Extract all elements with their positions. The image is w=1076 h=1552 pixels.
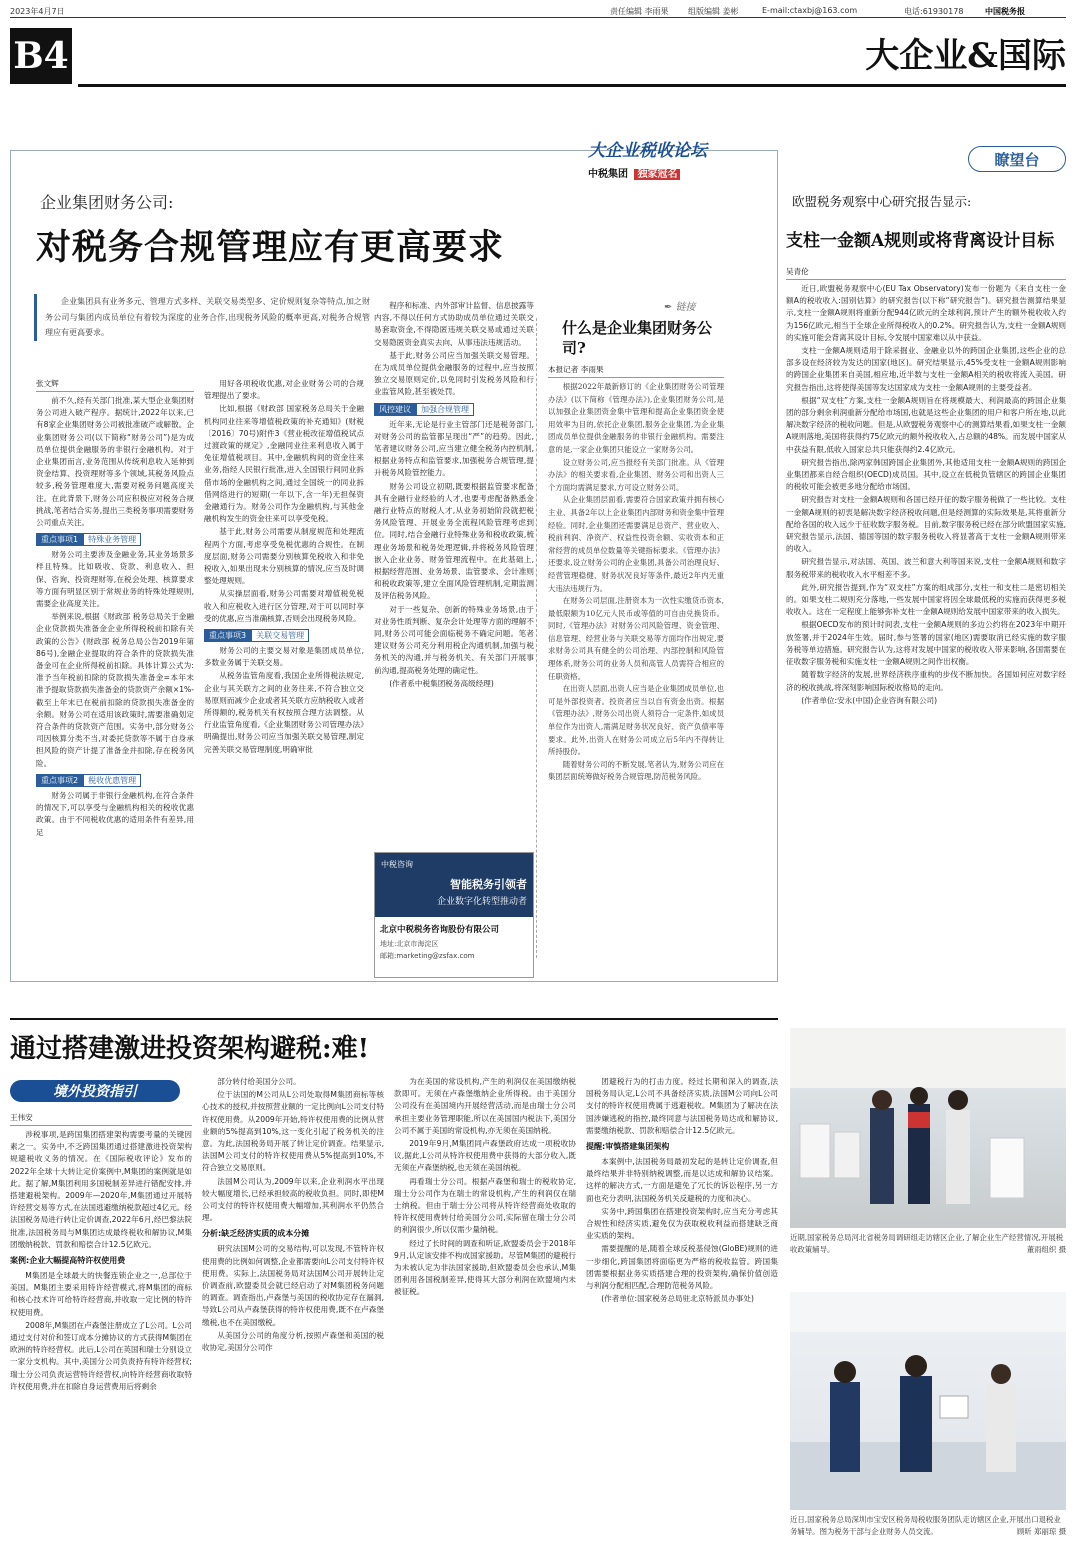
- bottom-col4b-p1: 实务中,跨国集团在搭建投资架构时,应当充分考虑其合规性和经济实质,避免仅为获取税收利益而搭建缺乏商业实质的架构。: [586, 1206, 778, 1241]
- main-col1b-p1: 举例来说,根据《财政部 税务总局关于金融企业贷款损失准备金企业所得税税前扣除有关政策的公告》(财政部 税务总局公告2019年第86号),金融企业提取的符合条件的贷款损失准备金可在企业所得税前扣除。具体计算公式为:准予当年税前扣除的贷款损失准备金=本年末准予提取贷款损失准备金的贷款资产余额×1%-截至上年末已在税前扣除的贷款损失准备金的余额。财务公司在适用该政策时,需要准确划定符合条件的贷款资产范围。实务中,部分财务公司因核算分类不当,对委托贷款等不属于自身承担风险的资产计提了准备金并扣除,存在税务风险。: [36, 612, 194, 768]
- bottom-col-2: [202, 1076, 384, 1542]
- bottom-col2-p2: 法国M公司认为,2009年以来,企业利润水平出现较大幅度增长,已经承担较高的税收负担。同时,即使M公司支付的特许权使用费大幅增加,其利润水平仍然合理。: [202, 1176, 384, 1223]
- main-col-2: [204, 378, 364, 978]
- main-col1-p0: 前不久,经有关部门批准,某大型企业集团财务公司进入破产程序。据统计,2022年以来,已有8家企业集团财务公司被批准破产或解散。企业集团财务公司(以下简称“财务公司”)是为成员单位提供金融服务的非银行金融机构。对于企业集团而言,业务范围从传统利息收入延伸到资金结算、投资理财等多个领域,其税务风险点较多,税务管理难度大,需要对税务问题高度关注。在此背景下,财务公司应积极应对税务合规挑战,笔者结合实务,提出三类税务事项需要财务公司重点关注。: [36, 396, 194, 528]
- bottom-col3-p0: 为在美国的常设机构,产生的利润仅在美国缴纳税款即可。无须在卢森堡缴纳企业所得税。由于美国分公司没有在美国境内开展经营活动,而是由瑞士分公司承担主要业务管理职能,所以在美国国内税法下,美国分公司不属于美国的常设机构,亦无须在美国纳税。: [394, 1077, 576, 1135]
- main-intro-text: 企业集团具有业务多元、管理方式多样、关联交易类型多、定价规则复杂等特点,加之财务公司与集团内成员单位有着较为深度的业务合作,出现税务风险的概率更高,对税务合规管理应有更高要求。: [45, 297, 370, 337]
- main-col3-p0: 程序和标准、内外部审计监督、信息披露等内容,不得以任何方式协助成员单位通过关联交易套取资金,不得隐匿违规关联交易或通过关联交易隐匿资金真实去向、从事违法违规活动。: [374, 301, 534, 347]
- column-divider: [536, 318, 537, 958]
- main-col2-p0: 用好各项税收优惠,对企业财务公司的合规管理提出了要求。: [204, 379, 364, 401]
- bottom-analysis: 分析:缺乏经济实质的成本分摊: [202, 1229, 310, 1239]
- photo1-credit: 董雨组织 摄: [1026, 1245, 1066, 1254]
- ad-email: 邮箱:marketing@zsfax.com: [380, 952, 475, 960]
- bottom-column: 境外投资指引: [53, 1084, 137, 1100]
- bottom-col2b-p1: 从美国分公司的角度分析,按照卢森堡和美国的税收协定,美国分公司作: [202, 1330, 384, 1353]
- bottom-col-1: [10, 1112, 192, 1542]
- key3-title: 关联交易管理: [251, 629, 309, 642]
- sidebar-p1: 设立财务公司,应当报经有关部门批准。从《管理办法》的相关要求看,企业集团、财务公司和出资人三个方面均需满足要求,方可设立财务公司。: [548, 457, 724, 492]
- main-author: 张文辉: [36, 378, 194, 392]
- ad-logo: 中税咨询: [381, 860, 413, 869]
- header-phone: 电话:61930178: [904, 7, 964, 16]
- section-title: 大企业&国际: [865, 36, 1066, 76]
- bottom-tip: 提醒:审慎搭建集团架构: [586, 1142, 670, 1152]
- advice-title: 加强合规管理: [416, 403, 474, 416]
- office-photo-illustration: [790, 1292, 1066, 1510]
- header-date: 2023年4月7日: [10, 7, 65, 16]
- pen-icon: ✒ 链接: [664, 302, 696, 313]
- forum-sponsor-name: 中税集团: [588, 169, 628, 180]
- page-header: [10, 0, 1066, 18]
- main-col2-p3: 从实操层面看,财务公司需要对增值税免税收入和应税收入进行区分管理,对于可以同时享受的优惠,应当准确核算,否则会出现税务风险。: [204, 589, 364, 623]
- photo1-caption-text: 近期,国家税务总局河北省税务局调研组走访辖区企业,了解企业生产经营情况,开展税收政策辅导。: [790, 1233, 1064, 1254]
- lookout-p7: 根据OECD发布的预计时间表,支柱一金额A规则的多边公约将在2023年中期开放签署,并于2024年生效。届时,参与签署的国家(地区)需要取消已经实施的数字服务税等单边措施。研究报告认为,这将对发展中国家的税收收入带来影响,各国需要在征收数字服务税和实施支柱一金额A规则之间作出权衡。: [786, 620, 1066, 667]
- header-email: E-mail:ctaxbj@163.com: [762, 6, 858, 15]
- sidebar-title: 什么是企业集团财务公司?: [562, 319, 713, 357]
- bottom-column-badge: [10, 1080, 180, 1102]
- ad-slogan-2: 企业数字化转型推动者: [436, 897, 527, 907]
- key2-title: 税收优惠管理: [83, 774, 141, 787]
- sidebar-p0: 根据2022年最新修订的《企业集团财务公司管理办法》(以下简称《管理办法》),企业集团财务公司,是以加强企业集团资金集中管理和提高企业集团资金使用效率为目的,依托企业集团,服务企业集团,为企业集团成员单位提供金融服务的非银行金融机构。需要注意的是,一家企业集团只能设立一家财务公司。: [548, 382, 724, 454]
- main-col1c-p0: 财务公司属于非银行金融机构,在符合条件的情况下,可以享受与金融机构相关的税收优惠政策。由于不同税收优惠的适用条件有差异,用足: [36, 790, 194, 837]
- lookout-badge: [968, 146, 1066, 172]
- bottom-col3-p3: 经过了长时间的调查和听证,欧盟委员会于2018年9月,认定该安排不构成国家援助。尽管M集团的避税行为未被认定为非法国家援助,但欧盟委员会也承认,M集团利用各国税制差异,使得其大部分利润在欧盟境内未被征税。: [394, 1238, 576, 1297]
- lookout-kicker: 欧盟税务观察中心研究报告显示:: [792, 194, 972, 209]
- bottom-author: 王伟安: [10, 1112, 192, 1126]
- header-newspaper: 中国税务报: [985, 7, 1025, 16]
- ad-company: 北京中税税务咨询股份有限公司: [380, 925, 500, 935]
- advice-label: 风控建议: [374, 403, 416, 416]
- bottom-col3-p2: 再看瑞士分公司。根据卢森堡和瑞士的税收协定,瑞士分公司作为在瑞士的常设机构,产生的利润仅在瑞士纳税。但由于瑞士分公司将从特许经营商处收取的特许权使用费转付给美国分公司,实际留在瑞士分公司的利润很少,所以仅需少量纳税。: [394, 1176, 576, 1235]
- lookout-p4: 研究报告对支柱一金额A规则和各国已经开征的数字服务税做了一些比较。支柱一金额A规则的初衷是解决数字经济税收问题,但是经测算的实际效果是,其将重新分配给各国的收入远少于征收数字服务税。目前,数字服务税已经在部分欧盟国家实施,研究报告显示,法国、德国等国的数字服务税收入将显著高于支柱一金额A规则带来的收入。: [786, 495, 1066, 554]
- bottom-col2-p1: 位于法国的M公司从L公司处取得M集团商标等核心技术的授权,并按照营业额的一定比例向L公司支付特许权使用费。从2009年开始,特许权使用费的比例从营业额的5%提高到10%,这一变化引起了税务机关的注意。为此,法国税务局开展了转让定价调查。结果显示,法国M公司支付的特许权使用费从5%提高到10%,不符合独立交易原则。: [202, 1090, 384, 1173]
- main-col3b-p0: 近年来,无论是行业主管部门还是税务部门,对财务公司的监管都呈现出“严”的趋势。因此,笔者建议财务公司,应当建立健全税务内控机制,根据业务特点和监管要求,加强税务合规管理,提升税务风险管控能力。: [374, 419, 534, 478]
- sidebar-p4: 在出资人层面,出资人应当是企业集团成员单位,也可是外部投资者。投资者应当以自有资金出资。根据《管理办法》,财务公司出资人须符合一定条件,如成员单位作为出资人,需满足财务状况良好、资产负债率等要求。此外,出资人在财务公司成立后5年内不得转让所持股份。: [548, 684, 724, 757]
- ad-slogan-1: 智能税务引领者: [450, 878, 527, 891]
- main-col2b-p1: 从税务监管角度看,我国企业所得税法规定,企业与其关联方之间的业务往来,不符合独立交易原则而减少企业或者其关联方应纳税收入或者所得额的,税务机关有权按照合理方法调整。从行业监管角度看,《企业集团财务公司管理办法》明确提出,财务公司应当加强关联交易管理,制定完善关联交易管理制度,明确审批: [204, 671, 364, 754]
- forum-sponsor-badge: 独家冠名: [634, 169, 680, 180]
- lookout-title: 支柱一金额A规则或将背离设计目标: [786, 231, 1055, 251]
- key-item-3: [204, 629, 364, 642]
- bottom-col3-p1: 2019年9月,M集团同卢森堡政府达成一项税收协议,据此,L公司从特许权使用费中获得的大部分收入,既无须在卢森堡纳税,也无须在美国纳税。: [394, 1139, 576, 1173]
- header-rule: [78, 84, 1066, 87]
- main-col3b-p3: (作者系中税集团税务高级经理): [389, 678, 494, 688]
- lookout-p0: 近日,欧盟税务观察中心(EU Tax Observatory)发布一份题为《来自支柱一金额A的税收收入:国别估算》的研究报告(以下称“研究报告”)。研究报告测算结果显示,支柱一金额A规则将重新分配944亿欧元的全球利润,预计产生的额外税收收入约为156亿欧元,相当于全球企业所得税收入的0.2%。研究报告认为,支柱一金额A规则的实施可能会背离其设计目标,令发展中国家难以从中获益。: [786, 284, 1066, 342]
- bottom-col2b-p0: 研究法国M公司的交易结构,可以发现,不管特许权使用费的比例如何调整,企业都需要向L公司支付特许权使用费。实际上,法国税务局对法国M公司开展转让定价调查前,欧盟委员会就已经启动了对M集团税务问题的调查。调查指出,卢森堡与美国的税收协定存在漏洞,导致L公司从卢森堡获得的特许权使用费,既不在卢森堡缴税,也不在美国缴税。: [202, 1244, 384, 1327]
- forum-banner-title: 大企业税收论坛: [588, 141, 707, 161]
- factory-photo: [790, 1028, 1066, 1228]
- key-item-2: [36, 774, 194, 787]
- sidebar-p3: 在财务公司层面,注册资本为一次性实缴货币资本,最低限额为10亿元人民币或等值的可自由兑换货币。同时,《管理办法》对财务公司风险管理、资金管理、信息管理、经营业务与关联交易等方面均作出规定,要求财务公司具有健全的公司治理、内部控制和风险管理体系,财务公司的业务人员和高管人员需符合相应的任职资格。: [548, 596, 724, 681]
- bottom-col-4: [586, 1076, 778, 1542]
- lookout-p5: 研究报告显示,对法国、英国、波兰和意大利等国来说,支柱一金额A规则和数字服务税带来的税收收入水平相差不多。: [786, 557, 1066, 579]
- header-duty-editor: 责任编辑 李雨果: [610, 7, 669, 16]
- lookout-p9: (作者单位:安永(中国)企业咨询有限公司): [801, 695, 938, 705]
- photo2-credit: 顾昕 郑丽琼 摄: [1016, 1527, 1066, 1536]
- bottom-col4b-p3: (作者单位:国家税务总局驻北京特派员办事处): [601, 1294, 754, 1304]
- bottom-col4-p0: 团避税行为的打击力度。经过长期和深入的调查,法国税务局认定,L公司不具备经济实质,法国M公司向L公司支付的特许权使用费属于逃避税收。M集团为了解决在法国涉嫌逃税的指控,最终同意与法国税务局达成和解协议,需要缴纳税款、罚款和赔偿合计12.5亿欧元。: [586, 1077, 778, 1135]
- key1-label: 重点事项1: [36, 533, 83, 546]
- main-col2b-p0: 财务公司的主要交易对象是集团成员单位,多数业务属于关联交易。: [204, 646, 364, 668]
- bottom-title: 通过搭建激进投资架构避税:难!: [10, 1034, 370, 1064]
- lookout-column: 瞭望台: [994, 150, 1040, 169]
- lookout-p2: 根据“双支柱”方案,支柱一金额A规则旨在将规模最大、利润最高的跨国企业集团的部分剩余利润重新分配给市场国,也就是这些企业集团的用户和客户所在地,以此解决数字经济的税收问题。但是,从欧盟税务观察中心的测算结果看,如果支柱一金额A规则落地,美国将获得约75亿欧元的额外税收收入,占总额的48%。而发展中国家从中获益有限,低收入国家总共只能获得约2.4亿欧元。: [786, 395, 1066, 454]
- main-intro: [34, 294, 370, 341]
- photo2-caption-text: 近日,国家税务总局深圳市宝安区税务局税收服务团队走访辖区企业,开展出口退税业务辅导。图为税务干部与企业财务人员交流。: [790, 1515, 1061, 1536]
- bottom-case: 案例:企业大幅提高特许权使用费: [10, 1256, 126, 1266]
- main-kicker: 企业集团财务公司:: [40, 193, 174, 212]
- ad-banner: [375, 853, 533, 917]
- bottom-col1b-p0: M集团是全球最大的快餐连锁企业之一,总部位于美国。M集团主要采用特许经营模式,将M集团的商标和核心技术许可给特许经营商,并收取一定比例的特许权使用费。: [10, 1271, 192, 1317]
- main-col3-p1: 基于此,财务公司应当加强关联交易管理。在为成员单位提供金融服务的过程中,应当按照独立交易原则定价,以免同时引发税务风险和行业监管风险,甚至被处罚。: [374, 350, 534, 397]
- main-col-3: [374, 300, 534, 840]
- lookout-p6: 此外,研究报告提到,作为“双支柱”方案的组成部分,支柱一和支柱二是密切相关的。如果支柱二规则充分落地,一些发展中国家将因全球最低税的实施而获得更多税收收入。这在一定程度上能够弥补支柱一金额A规则给发展中国家带来的收入损失。: [786, 582, 1066, 617]
- bottom-col4b-p2: 需要提醒的是,随着全球反税基侵蚀(GloBE)规则的进一步细化,跨国集团将面临更为严格的税收监管。跨国集团需要根据业务实质搭建合理的投资架构,确保价值创造与利润分配相匹配,合理防范税务风险。: [586, 1244, 778, 1291]
- main-title: 对税务合规管理应有更高要求: [36, 227, 505, 268]
- bottom-col4b-p0: 本案例中,法国税务局最初发起的是转让定价调查,但最终结果并非特别纳税调整,而是以达成和解协议结案。这样的解决方式,一方面是避免了冗长的诉讼程序,另一方面也充分表明,法国税务机关反避税的力度和决心。: [586, 1157, 778, 1203]
- lookout-p1: 支柱一金额A规则适用于除采掘业、金融业以外的跨国企业集团,这些企业的总部多设在经济较为发达的国家(地区)。研究结果显示,45%受支柱一金额A规则影响的跨国企业集团来自美国,相应地,近半数与支柱一金额A相关的税收将流入美国。研究报告指出,这将使得美国等发达国家成为支柱一金额A规则的主要受益者。: [786, 346, 1066, 392]
- page-number: B4: [10, 28, 72, 84]
- ad-addr: 地址:北京市海淀区: [380, 940, 439, 948]
- lookout-p3: 研究报告指出,除两家韩国跨国企业集团外,其他适用支柱一金额A规则的跨国企业集团都来自经合组织(OECD)成员国。其中,设立在低税负管辖区的跨国企业集团的税收可能会被更多地分配给市场国。: [786, 457, 1066, 492]
- main-col1b-p0: 财务公司主要涉及金融业务,其业务场景多样且特殊。比如吸收、贷款、利息收入、担保、咨询、投资理财等,在税会处理、核算要求等方面有明显区别于常规业务的特殊处理规则,需要企业高度关注。: [36, 550, 194, 609]
- sidebar-reporter: 本报记者 李雨果: [548, 364, 724, 378]
- lookout-p8: 随着数字经济的发展,世界经济秩序重构的步伐不断加快。各国如何应对数字经济的税收挑战,将深刻影响国际税收格局的走向。: [786, 670, 1066, 692]
- factory-photo-illustration: [790, 1028, 1066, 1228]
- bottom-col1-p0: 涉税事项,是跨国集团搭建架构需要考量的关键因素之一。实务中,不乏跨国集团通过搭建激进投资架构规避税收义务的情况。在《国际税收评论》发布的2022年全球十大转让定价案例中,M集团的案例就是如此。据了解,M集团利用多国税制差异进行错配安排,并搭建避税架构。2009年—2020年,M集团通过开展特许经营交易等方式,在法国逃避缴纳税款超过4亿元。经法国税务局进行转让定价调查,2022年6月,经巴黎法院批准,法国税务局与M集团达成最终税收和解协议,M集团缴纳税款、罚款和赔偿合计12.5亿欧元。: [10, 1130, 192, 1249]
- main-col-1: [36, 378, 194, 978]
- lookout-author: 吴青伦: [786, 266, 1066, 280]
- forum-banner: [588, 136, 738, 180]
- key2-label: 重点事项2: [36, 774, 83, 787]
- sidebar-p2: 从企业集团层面看,需要符合国家政策并拥有核心主业、具备2年以上企业集团内部财务和资金集中管理经验。同时,企业集团还需要满足总资产、营业收入、税前利润、净资产、权益性投资余额、实收资本和正常经营的成员单位数量等关键指标要求。《管理办法》还要求,设立财务公司的企业集团,具备公司治理良好、经营管理稳健、财务状况良好等条件,最近2年内无重大违法违规行为。: [548, 495, 724, 593]
- key3-label: 重点事项3: [204, 629, 251, 642]
- main-col2-p2: 基于此,财务公司需要从制度规范和处理流程两个方面,考虑享受免税优惠的合规性。在制度层面,财务公司需要分别核算免税收入和非免税收入,如果出现未分别核算的情况,应当及时调整处理规则。: [204, 527, 364, 586]
- bottom-col-3: [394, 1076, 576, 1542]
- main-col3b-p2: 对于一些复杂、创新的特殊业务场景,由于对业务性质判断、复杂会计处理等方面的理解不同,财务公司可能会面临税务不确定问题。笔者建议财务公司充分利用税企沟通机制,加强与税务机关的沟通,并与税务机关、有关部门开展事前沟通,提高税务处理的确定性。: [374, 604, 534, 675]
- lookout-body: [786, 266, 1066, 1018]
- advice-item: [374, 403, 534, 416]
- office-photo: [790, 1292, 1066, 1510]
- header-layout-editor: 组版编辑 姜彬: [688, 7, 739, 16]
- bottom-col1b-p1: 2008年,M集团在卢森堡注册成立了L公司。L公司通过支付对价和签订成本分摊协议的方式获得M集团在欧洲的特许经营权。此后,L公司在英国和瑞士分别设立一家分支机构。其中,美国分公司负责持有特许经营权;瑞士分公司负责运营特许经营权,向特许经营商收取特许权使用费,并在扣除自身运营费用后将剩余: [10, 1320, 192, 1391]
- key1-title: 特殊业务管理: [83, 533, 141, 546]
- main-col2-p1: 比如,根据《财政部 国家税务总局关于金融机构同业往来等增值税政策的补充通知》(财税〔2016〕70号)附件3《营业税改征增值税试点过渡政策的规定》,金融同业往来利息收入属于免征增值税项目。其中,金融机构间的资金往来业务,指经人民银行批准,进入全国银行间同业拆借市场的金融机构之间,通过全国统一的同业拆借网络进行的短期(一年以下,含一年)无担保资金融通行为。财务公司作为金融机构,与其他金融机构发生的资金往来可以享受免税。: [204, 404, 364, 524]
- photo1-caption: [790, 1232, 1066, 1256]
- ad-box: [374, 852, 534, 978]
- photo2-caption: [790, 1514, 1066, 1538]
- forum-sponsor: [588, 165, 738, 180]
- main-col3b-p1: 财务公司设立初期,既要根据监管要求配备具有金融行业经验的人才,也要考虑配备熟悉金融行业特点的财税人才,从业务初始阶段就把税务风险管理、开展业务全流程风险管理考虑到位。同时,结合金融行业特殊业务和税收政策,梳理业务场景和税务处理逻辑,并将税务风险管理嵌入企业业务、财务管理流程中。在此基础上,根据经营范围、业务场景、监管要求、会计准则和税收政策等,建立全面风险管理机制,定期监测及评估税务风险。: [374, 481, 534, 601]
- bottom-col2-p0: 部分转付给美国分公司。: [217, 1077, 301, 1086]
- sidebar-p5: 随着财务公司的不断发展,笔者认为,财务公司应在集团层面统筹做好税务合规管理,防范税务风险。: [548, 759, 724, 782]
- sidebar: [548, 318, 724, 978]
- key-item-1: [36, 533, 194, 546]
- bottom-rule: [10, 1018, 778, 1020]
